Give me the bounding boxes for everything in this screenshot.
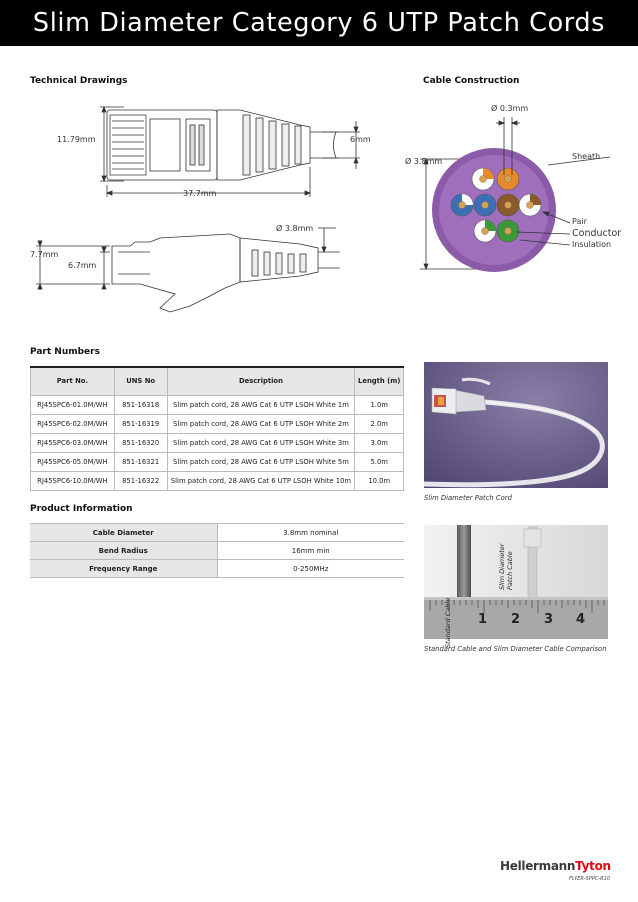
slim-cable-label [498,544,514,590]
info-row [30,524,404,542]
dim-conductor: Ø 0.3mm [491,104,529,113]
hellermanntyton-logo [500,859,611,873]
cell: 851-16318 [114,395,167,414]
product-information-heading: Product Information [30,504,133,514]
cell: 10.0m [355,471,404,490]
product-information-table [30,523,404,578]
page-title: Slim Diameter Category 6 UTP Patch Cords [32,8,606,38]
cable-construction-heading: Cable Construction [423,76,520,86]
logo-part-1: Hellermann [500,859,576,873]
col-part-no: Part No. [31,367,115,395]
patch-cord-caption: Slim Diameter Patch Cord [424,494,512,502]
cell: 851-16321 [114,452,167,471]
cell: Slim patch cord, 28 AWG Cat 6 UTP LSOH White 1m [167,395,355,414]
logo-part-2: Tyton [575,859,611,873]
dim-outer: Ø 3.8mm [405,157,443,166]
slim-cable-label-box [498,534,524,590]
table-header-row [31,367,404,395]
cell: 851-16322 [114,471,167,490]
cell: 851-16320 [114,433,167,452]
cable-comparison-caption: Standard Cable and Slim Diameter Cable Comparison [424,645,607,653]
dim-length: 37.7mm [183,189,217,198]
info-label: Bend Radius [30,542,217,560]
cell: RJ45SPC6-10.0M/WH [31,471,115,490]
info-row [30,560,404,578]
technical-drawing-side-view [0,222,400,322]
info-value: 16mm min [217,542,404,560]
document-code: FLYER-SPPC-R10 [569,876,611,882]
cell: Slim patch cord, 28 AWG Cat 6 UTP LSOH White 2m [167,414,355,433]
table-row [31,433,404,452]
label-pair: Pair [572,217,587,226]
dim-height: 11.79mm [57,135,96,144]
label-sheath: Sheath [572,152,601,161]
cell: RJ45SPC6-01.0M/WH [31,395,115,414]
ruler-number-2: 2 [511,612,521,627]
dim-side-height: 7.7mm [30,250,59,259]
dim-boot-diameter: Ø 3.8mm [276,224,314,233]
part-numbers-table [30,366,404,491]
info-label: Cable Diameter [30,524,217,542]
label-conductor: Conductor [572,228,622,239]
cell: RJ45SPC6-03.0M/WH [31,433,115,452]
technical-drawings-heading: Technical Drawings [30,76,128,86]
table-row [31,395,404,414]
ruler-number-4: 4 [576,612,586,627]
cable-cross-section [400,95,638,280]
cell: Slim patch cord, 28 AWG Cat 6 UTP LSOH White 5m [167,452,355,471]
table-row [31,452,404,471]
cell: RJ45SPC6-05.0M/WH [31,452,115,471]
dim-cable: 6mm [350,135,371,144]
info-value: 0-250MHz [217,560,404,578]
table-row [31,471,404,490]
cell: 3.0m [355,433,404,452]
label-slim-line-2: Patch Cable [506,551,514,590]
label-standard-cable: Standard Cable [444,597,452,648]
info-row [30,542,404,560]
dim-side-inner: 6.7mm [68,261,97,270]
cell: Slim patch cord, 28 AWG Cat 6 UTP LSOH White 10m [167,471,355,490]
info-value: 3.8mm nominal [217,524,404,542]
col-length: Length (m) [355,367,404,395]
label-insulation: Insulation [572,240,612,249]
standard-cable-label-box [440,532,454,648]
patch-cord-photo [424,362,608,488]
ruler-number-3: 3 [544,612,554,627]
col-description: Description [167,367,355,395]
part-numbers-heading: Part Numbers [30,347,100,357]
cell: 5.0m [355,452,404,471]
table-row [31,414,404,433]
label-slim-line-1: Slim Diameter [498,543,506,590]
ruler-number-1: 1 [478,612,488,627]
cell: 1.0m [355,395,404,414]
cell: RJ45SPC6-02.0M/WH [31,414,115,433]
cell: 851-16319 [114,414,167,433]
col-uns-no: UNS No [114,367,167,395]
info-label: Frequency Range [30,560,217,578]
cell: Slim patch cord, 28 AWG Cat 6 UTP LSOH White 3m [167,433,355,452]
cell: 2.0m [355,414,404,433]
